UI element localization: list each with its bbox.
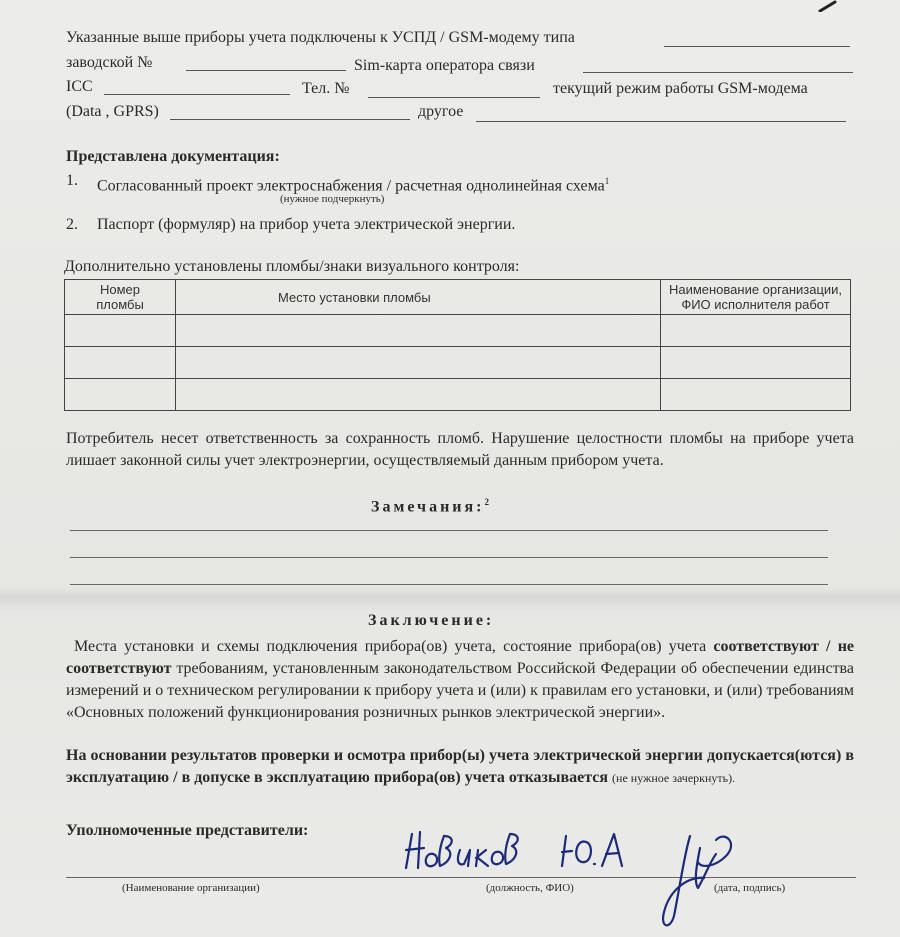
seals-col-org-line1: Наименование организации, — [668, 282, 843, 297]
seals-col-org-line2: ФИО исполнителя работ — [681, 297, 830, 312]
sim-operator-field — [583, 72, 853, 73]
docs-item1-text: Согласованный проект электроснабжения / расчетная однолинейная схема — [97, 177, 605, 195]
remarks-line-1 — [70, 530, 828, 531]
table-row — [65, 315, 851, 347]
docs-item2-number: 2. — [66, 216, 78, 233]
docs-item2: Паспорт (формуляр) на прибор учета электрической энергии. — [97, 216, 516, 233]
table-row — [65, 347, 851, 379]
seals-col-number-line2: пломбы — [96, 297, 144, 312]
seals-col-org — [661, 280, 851, 315]
seals-heading: Дополнительно установлены пломбы/знаки визуального контроля: — [64, 258, 520, 275]
header-data-gprs: (Data , GPRS) — [66, 103, 159, 120]
remarks-heading — [371, 493, 489, 516]
conclusion-paragraph-1 — [66, 636, 854, 724]
mode-field — [170, 119, 410, 120]
remarks-sup: 2 — [484, 497, 489, 507]
conclusion-heading: Заключение: — [368, 612, 495, 629]
responsibility-text: Потребитель несет ответственность за сохранность пломб. Нарушение целостности пломбы на приборе учета лишает законной силы учет электроэнергии, осуществляемый данным прибором учета. — [66, 430, 854, 469]
paper-fold — [0, 586, 900, 612]
header-phone-label: Тел. № — [302, 80, 350, 97]
conclusion-p1-end: требованиям, установленным законодательством Российской Федерации об обеспечении единства измерений и о техническом регулировании к прибору учета и (или) к правилам его установки, и (или) требованиям «Основных положений функционирования розничных рынков электрической энергии». — [66, 660, 855, 721]
header-mode-label: текущий режим работы GSM-модема — [553, 80, 808, 97]
remarks-line-3 — [70, 584, 828, 585]
remarks-line-2 — [70, 557, 828, 558]
header-line1: Указанные выше приборы учета подключены к УСПД / GSM-модему типа — [66, 29, 575, 46]
table-cell[interactable] — [176, 315, 661, 347]
table-row — [65, 379, 851, 411]
representatives-heading: Уполномоченные представители: — [66, 822, 309, 839]
remarks-heading-text: Замечания: — [371, 498, 485, 516]
table-cell[interactable] — [661, 347, 851, 379]
docs-item1-number: 1. — [66, 172, 78, 189]
table-cell[interactable] — [176, 347, 661, 379]
seals-table — [64, 279, 851, 411]
serial-number-field — [186, 70, 346, 71]
pencil-mark-icon — [818, 0, 838, 12]
seals-col-number — [65, 280, 176, 315]
table-cell[interactable] — [176, 379, 661, 411]
docs-item1-note: (нужное подчеркнуть) — [280, 193, 385, 205]
docs-item1 — [97, 172, 609, 195]
handwritten-signature-icon — [390, 818, 810, 928]
table-cell[interactable] — [65, 315, 176, 347]
seals-col-number-line1: Номер — [99, 282, 140, 297]
conclusion-p1-bold: соответствуют / не соответствуют — [66, 638, 855, 677]
table-cell[interactable] — [661, 315, 851, 347]
docs-heading: Представлена документация: — [66, 148, 280, 165]
label-organization: (Наименование организации) — [122, 882, 260, 894]
other-field — [476, 121, 846, 122]
seals-col-place: Место установки пломбы — [176, 280, 661, 315]
conclusion-paragraph-2 — [66, 745, 854, 789]
header-icc-label: ICC — [66, 78, 93, 95]
seals-header-row — [65, 280, 851, 315]
label-position: (должность, ФИО) — [486, 882, 574, 894]
docs-item1-sup: 1 — [604, 176, 610, 186]
table-cell[interactable] — [65, 347, 176, 379]
header-serial-label: заводской № — [66, 54, 153, 71]
label-date-signature: (дата, подпись) — [714, 882, 786, 894]
table-cell[interactable] — [65, 379, 176, 411]
conclusion-p2-bold: На основании результатов проверки и осмотра прибор(ы) учета электрической энергии допускается(ются) в эксплуатацию / в допуске в эксплуатацию прибора(ов) учета отказывается — [66, 747, 854, 786]
header-other-label: другое — [418, 103, 464, 120]
icc-field — [104, 94, 290, 95]
conclusion-p2-note: (не нужное зачеркнуть). — [612, 771, 736, 785]
header-sim-label: Sim-карта оператора связи — [354, 57, 535, 74]
table-cell[interactable] — [661, 379, 851, 411]
phone-field — [368, 97, 540, 98]
conclusion-p1-start: Места установки и схемы подключения прибора(ов) учета, состояние прибора(ов) учета — [74, 638, 707, 655]
modem-type-field — [664, 46, 850, 47]
